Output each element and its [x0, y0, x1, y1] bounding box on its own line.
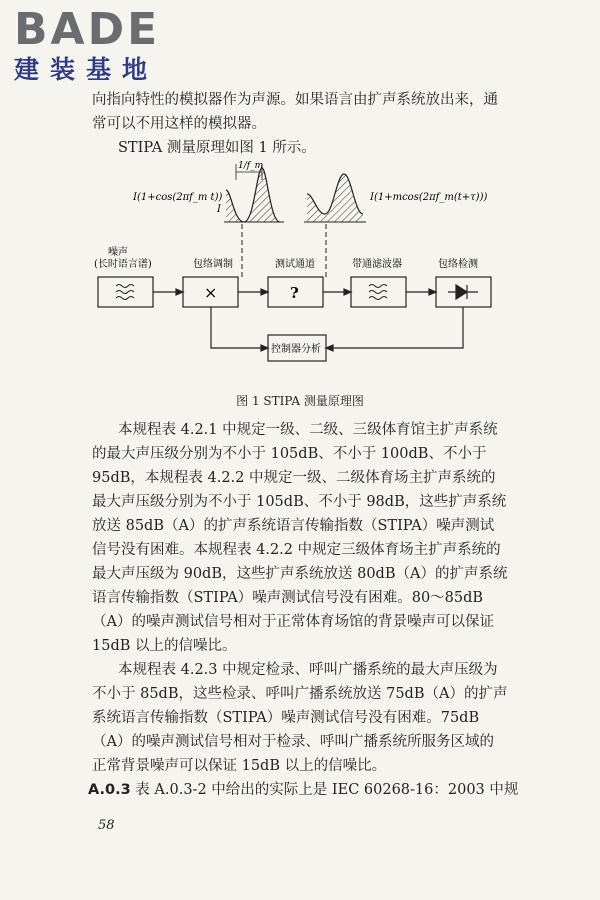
section-line	[88, 778, 519, 802]
label-controller: 控制器分析	[271, 344, 321, 355]
label-channel: 测试通道	[275, 259, 315, 270]
logo-sub-text: 建装基地	[14, 55, 159, 84]
text-line: 15dB 以上的信噪比。	[92, 638, 237, 654]
text-line: 正常背景噪声可以保证 15dB 以上的信噪比。	[92, 758, 387, 774]
label-noise: 噪声	[108, 247, 128, 258]
section-number: A.0.3	[88, 782, 131, 798]
multiply-symbol: ×	[204, 283, 218, 302]
text-line: 语言传输指数（STIPA）噪声测试信号没有困难。80～85dB	[92, 590, 484, 606]
diode-icon	[448, 285, 478, 299]
text-line: 系统语言传输指数（STIPA）噪声测试信号没有困难。75dB	[92, 710, 480, 726]
text-line: （A）的噪声测试信号相对于正常体育场馆的背景噪声可以保证	[92, 614, 494, 630]
bandpass-wave-icon	[369, 285, 387, 300]
unknown-symbol: ?	[290, 284, 299, 302]
text-line: 信号没有困难。本规程表 4.2.2 中规定三级体育场主扩声系统的	[92, 542, 501, 558]
text-line: 的最大声压级分别为不小于 105dB、不小于 100dB、不小于	[92, 446, 487, 462]
text-line: 95dB，本规程表 4.2.2 中规定一级、二级体育场主扩声系统的	[92, 470, 496, 486]
text-line: 本规程表 4.2.3 中规定检录、呼叫广播系统的最大声压级为	[118, 662, 498, 678]
label-modulation: 包络调制	[193, 259, 233, 270]
period-label: 1/f_m	[238, 161, 264, 171]
logo	[14, 6, 184, 84]
text-line: 向指向特性的模拟器作为声源。如果语言由扩声系统放出来，通	[92, 92, 498, 108]
section-text: 表 A.0.3-2 中给出的实际上是 IEC 60268-16：2003 中规	[135, 782, 519, 798]
text-line: （A）的噪声测试信号相对于检录、呼叫广播系统所服务区域的	[92, 734, 494, 750]
text-line: STIPA 测量原理如图 1 所示。	[118, 140, 316, 156]
text-line: 最大声压级为 90dB，这些扩声系统放送 80dB（A）的扩声系统	[92, 566, 508, 582]
logo-main-text: BADE	[14, 4, 161, 55]
text-line: 最大声压级分别为不小于 105dB、不小于 98dB，这些扩声系统	[92, 494, 507, 510]
input-waveform	[224, 164, 284, 222]
label-noise-sub: (长时语言谱)	[94, 259, 152, 270]
noise-block	[98, 277, 153, 307]
bandpass-block	[351, 277, 406, 307]
formula-right: I(1+mcos(2πf_m(t+τ)))	[370, 192, 488, 203]
page-number: 58	[98, 818, 115, 833]
noise-wave-icon	[116, 285, 134, 300]
figure-caption: 图 1 STIPA 测量原理图	[236, 394, 364, 408]
label-bandpass: 带通滤波器	[352, 259, 402, 270]
text-line: 本规程表 4.2.1 中规定一级、二级、三级体育馆主扩声系统	[118, 422, 498, 438]
output-waveform	[304, 174, 366, 222]
label-detection: 包络检测	[438, 259, 478, 270]
text-line: 不小于 85dB，这些检录、呼叫广播系统放送 75dB（A）的扩声	[92, 686, 508, 702]
text-line: 常可以不用这样的模拟器。	[92, 116, 266, 132]
formula-left: I(1+cos(2πf_m t))	[133, 192, 223, 203]
stipa-diagram	[0, 160, 600, 390]
text-line: 放送 85dB（A）的扩声系统语言传输指数（STIPA）噪声测试	[92, 518, 495, 534]
intensity-label: I	[217, 204, 221, 215]
